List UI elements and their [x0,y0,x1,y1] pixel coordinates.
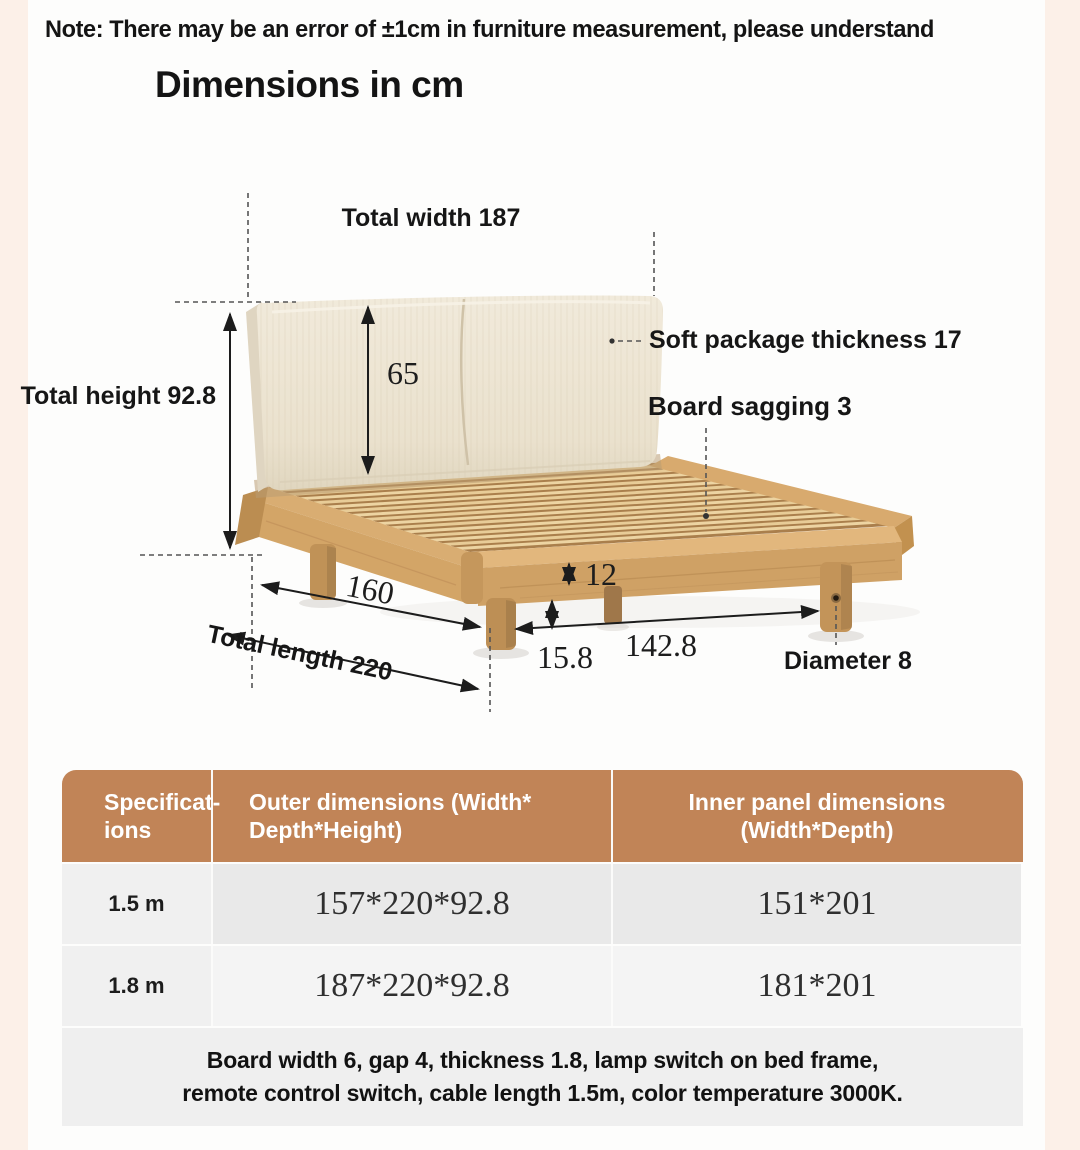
header-outer-dimensions [213,770,613,862]
table-row-1-8m [62,946,1023,1026]
label-leg-span: 142.8 [625,627,697,663]
table-footnote [62,1028,1023,1126]
corner-post [461,552,483,604]
table-header-row [62,770,1023,862]
label-rail-thickness: 12 [585,556,617,592]
footnote-line2: remote control switch, cable length 1.5m, color temperature 3000K. [182,1080,903,1106]
inner-dimension-cell: 151*201 [613,864,1021,944]
leg-screw-hole [833,595,839,601]
label-total-width: Total width 187 [341,204,521,232]
table-row-1-5m [62,864,1023,944]
spec-cell: 1.8 m [62,946,213,1026]
header-specifications-line2: ions [104,817,152,843]
label-leg-inset: 15.8 [537,639,593,675]
header-specifications-line1: Specificat- [104,789,221,815]
outer-dimension-cell: 187*220*92.8 [213,946,613,1026]
label-inner-length: 160 [343,566,398,612]
header-outer-line2: Depth*Height) [249,817,403,843]
inner-dimension-cell: 181*201 [613,946,1021,1026]
header-inner-line: Inner panel dimensions (Width*Depth) [688,789,946,843]
page-title: Dimensions in cm [155,64,464,105]
label-leg-diameter: Diameter 8 [784,647,912,675]
header-inner-dimensions [613,770,1021,862]
header-outer-line1: Outer dimensions (Width* [249,789,532,815]
header-specifications [62,770,221,862]
label-soft-package: Soft package thickness 17 [649,326,962,354]
label-total-height: Total height 92.8 [20,382,216,410]
headboard-cushion [246,295,663,498]
label-board-sagging: Board sagging 3 [648,391,852,421]
note-banner: Note: There may be an error of ±1cm in furniture measurement, please understand [45,16,935,43]
outer-dimension-cell: 157*220*92.8 [213,864,613,944]
label-cushion-height: 65 [387,355,419,391]
spec-cell: 1.5 m [62,864,213,944]
label-total-length: Total length 220 [204,619,395,687]
footnote-line1: Board width 6, gap 4, thickness 1.8, lamp switch on bed frame, [206,1047,879,1073]
specification-table [62,770,1023,1126]
